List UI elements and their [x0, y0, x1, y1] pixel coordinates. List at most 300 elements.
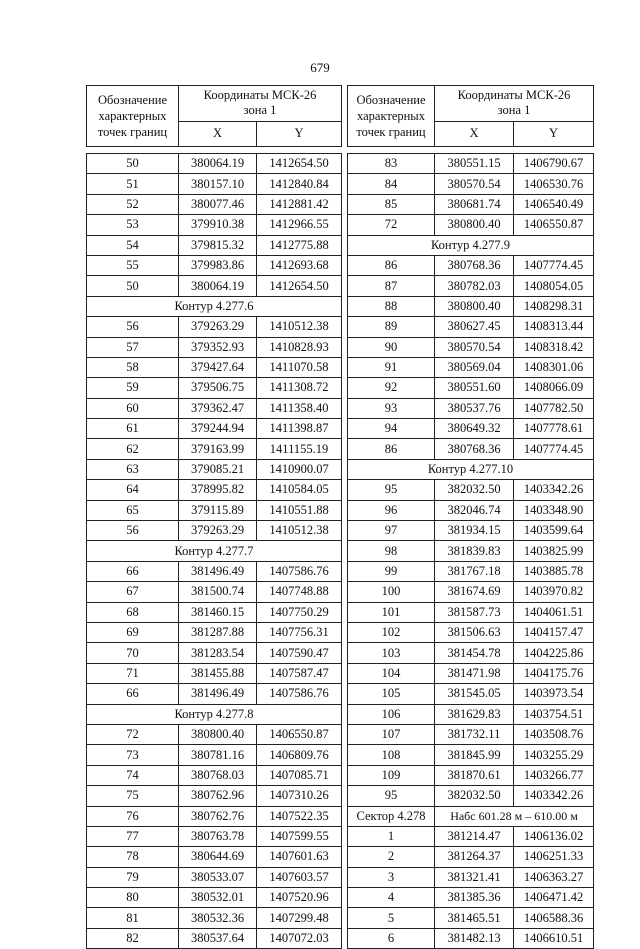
x-cell: 380768.36 — [435, 255, 514, 275]
table-row — [87, 378, 342, 398]
table-row — [87, 602, 342, 622]
contour-heading: Контур 4.277.10 — [348, 459, 594, 479]
header-gap — [87, 147, 342, 154]
point-cell: 98 — [348, 541, 435, 561]
x-cell: 379910.38 — [179, 215, 257, 235]
y-cell: 1407522.35 — [257, 806, 342, 826]
point-cell: 95 — [348, 786, 435, 806]
table-row — [87, 439, 342, 459]
y-cell: 1403342.26 — [514, 480, 594, 500]
y-cell: 1411398.87 — [257, 419, 342, 439]
y-cell: 1411308.72 — [257, 378, 342, 398]
point-cell: 2 — [348, 847, 435, 867]
table-row — [348, 663, 594, 683]
point-cell: 6 — [348, 928, 435, 948]
point-cell: 1 — [348, 826, 435, 846]
x-cell: 380064.19 — [179, 276, 257, 296]
sector-heading-row — [348, 806, 594, 826]
sector-label: Сектор 4.278 — [348, 806, 435, 826]
y-cell: 1406550.87 — [514, 215, 594, 235]
y-cell: 1407601.63 — [257, 847, 342, 867]
table-row — [348, 561, 594, 581]
table-row — [87, 521, 342, 541]
x-cell: 381385.36 — [435, 888, 514, 908]
y-cell: 1406363.27 — [514, 867, 594, 887]
table-row — [87, 826, 342, 846]
table-row — [348, 888, 594, 908]
point-cell: 65 — [87, 500, 179, 520]
y-cell: 1412693.68 — [257, 255, 342, 275]
contour-heading: Контур 4.277.9 — [348, 235, 594, 255]
point-cell: 66 — [87, 684, 179, 704]
table-row — [87, 582, 342, 602]
y-cell: 1406136.02 — [514, 826, 594, 846]
y-cell: 1403825.99 — [514, 541, 594, 561]
point-cell: 71 — [87, 663, 179, 683]
x-cell: 380077.46 — [179, 194, 257, 214]
point-cell: 60 — [87, 398, 179, 418]
point-cell: 91 — [348, 357, 435, 377]
y-cell: 1408298.31 — [514, 296, 594, 316]
x-cell: 379244.94 — [179, 419, 257, 439]
table-row — [348, 480, 594, 500]
y-cell: 1411070.58 — [257, 357, 342, 377]
y-cell: 1407586.76 — [257, 561, 342, 581]
table-row — [87, 398, 342, 418]
table-row — [348, 357, 594, 377]
table-row — [348, 867, 594, 887]
y-cell: 1407599.55 — [257, 826, 342, 846]
coords-header-line1: Координаты МСК-26 — [203, 88, 317, 103]
x-cell: 380768.36 — [435, 439, 514, 459]
x-cell: 381496.49 — [179, 561, 257, 581]
y-cell: 1407782.50 — [514, 398, 594, 418]
table-row — [348, 724, 594, 744]
x-cell: 381732.11 — [435, 724, 514, 744]
table-row — [87, 806, 342, 826]
y-cell: 1407590.47 — [257, 643, 342, 663]
header-gap — [348, 147, 594, 154]
x-cell: 381287.88 — [179, 622, 257, 642]
y-cell: 1410828.93 — [257, 337, 342, 357]
x-cell: 380649.32 — [435, 419, 514, 439]
x-cell: 381545.05 — [435, 684, 514, 704]
y-cell: 1406251.33 — [514, 847, 594, 867]
point-cell: 102 — [348, 622, 435, 642]
y-cell: 1407774.45 — [514, 439, 594, 459]
table-row — [348, 684, 594, 704]
table-row — [348, 276, 594, 296]
x-cell: 380533.07 — [179, 867, 257, 887]
x-cell: 380570.54 — [435, 174, 514, 194]
table-row — [348, 643, 594, 663]
point-cell: 56 — [87, 521, 179, 541]
x-cell: 379263.29 — [179, 317, 257, 337]
x-cell: 380800.40 — [435, 215, 514, 235]
y-cell: 1403885.78 — [514, 561, 594, 581]
y-cell: 1407587.47 — [257, 663, 342, 683]
x-cell: 380569.04 — [435, 357, 514, 377]
table-row — [348, 500, 594, 520]
point-cell: 94 — [348, 419, 435, 439]
y-cell: 1408313.44 — [514, 317, 594, 337]
contour-heading-row — [348, 459, 594, 479]
x-cell: 380800.40 — [179, 724, 257, 744]
x-cell: 378995.82 — [179, 480, 257, 500]
point-cell: 84 — [348, 174, 435, 194]
point-cell: 75 — [87, 786, 179, 806]
table-row — [348, 622, 594, 642]
table-row — [348, 378, 594, 398]
point-cell: 3 — [348, 867, 435, 887]
y-cell: 1406530.76 — [514, 174, 594, 194]
y-cell: 1412840.84 — [257, 174, 342, 194]
contour-heading-row — [87, 541, 342, 561]
y-cell: 1407748.88 — [257, 582, 342, 602]
point-cell: 55 — [87, 255, 179, 275]
point-cell: 86 — [348, 255, 435, 275]
table-row — [348, 704, 594, 724]
x-cell: 380644.69 — [179, 847, 257, 867]
x-cell: 379163.99 — [179, 439, 257, 459]
y-cell: 1403973.54 — [514, 684, 594, 704]
x-cell: 380537.76 — [435, 398, 514, 418]
page-number: 679 — [310, 60, 330, 75]
table-row — [348, 826, 594, 846]
x-cell: 381839.83 — [435, 541, 514, 561]
point-cell: 93 — [348, 398, 435, 418]
x-cell: 381674.69 — [435, 582, 514, 602]
y-cell: 1404157.47 — [514, 622, 594, 642]
y-cell: 1408318.42 — [514, 337, 594, 357]
x-cell: 381471.98 — [435, 663, 514, 683]
contour-heading: Контур 4.277.7 — [87, 541, 342, 561]
x-cell: 379115.89 — [179, 500, 257, 520]
y-header: Y — [257, 121, 342, 146]
y-cell: 1412881.42 — [257, 194, 342, 214]
x-cell: 380768.03 — [179, 765, 257, 785]
point-cell: 90 — [348, 337, 435, 357]
table-row — [87, 357, 342, 377]
table-row — [348, 419, 594, 439]
y-cell: 1410900.07 — [257, 459, 342, 479]
table-row — [348, 337, 594, 357]
x-cell: 380157.10 — [179, 174, 257, 194]
point-cell: 104 — [348, 663, 435, 683]
point-cell: 107 — [348, 724, 435, 744]
x-cell: 381454.78 — [435, 643, 514, 663]
x-cell: 380064.19 — [179, 154, 257, 174]
point-header: Обозначение характерных точек границ — [87, 86, 179, 147]
table-row — [87, 317, 342, 337]
point-cell: 54 — [87, 235, 179, 255]
x-cell: 381264.37 — [435, 847, 514, 867]
point-cell: 106 — [348, 704, 435, 724]
table-row — [87, 643, 342, 663]
x-cell: 379506.75 — [179, 378, 257, 398]
x-header: X — [435, 121, 514, 146]
table-row — [348, 847, 594, 867]
table-row — [87, 480, 342, 500]
table-row — [87, 622, 342, 642]
table-row — [348, 174, 594, 194]
y-cell: 1407774.45 — [514, 255, 594, 275]
y-cell: 1411155.19 — [257, 439, 342, 459]
y-cell: 1406550.87 — [257, 724, 342, 744]
table-row — [87, 765, 342, 785]
y-cell: 1404175.76 — [514, 663, 594, 683]
point-cell: 73 — [87, 745, 179, 765]
table-row — [87, 867, 342, 887]
y-cell: 1403970.82 — [514, 582, 594, 602]
y-cell: 1407310.26 — [257, 786, 342, 806]
x-cell: 380763.78 — [179, 826, 257, 846]
x-cell: 380532.01 — [179, 888, 257, 908]
table-row — [348, 908, 594, 928]
point-header: Обозначение характерных точек границ — [348, 86, 435, 147]
point-cell: 70 — [87, 643, 179, 663]
contour-heading: Контур 4.277.6 — [87, 296, 342, 316]
x-cell: 381629.83 — [435, 704, 514, 724]
x-cell: 381506.63 — [435, 622, 514, 642]
y-cell: 1411358.40 — [257, 398, 342, 418]
point-cell: 89 — [348, 317, 435, 337]
point-cell: 80 — [87, 888, 179, 908]
x-cell: 381870.61 — [435, 765, 514, 785]
x-cell: 379815.32 — [179, 235, 257, 255]
table-row — [87, 745, 342, 765]
x-cell: 380551.60 — [435, 378, 514, 398]
x-header: X — [179, 121, 257, 146]
y-cell: 1406588.36 — [514, 908, 594, 928]
x-cell: 381482.13 — [435, 928, 514, 948]
y-cell: 1412654.50 — [257, 154, 342, 174]
coords-header — [435, 86, 594, 122]
x-cell: 381587.73 — [435, 602, 514, 622]
contour-heading-row — [87, 296, 342, 316]
point-cell: 62 — [87, 439, 179, 459]
x-cell: 379983.86 — [179, 255, 257, 275]
point-cell: 109 — [348, 765, 435, 785]
point-cell: 72 — [87, 724, 179, 744]
y-cell: 1406471.42 — [514, 888, 594, 908]
table-row — [87, 276, 342, 296]
y-cell: 1410512.38 — [257, 521, 342, 541]
table-row — [348, 582, 594, 602]
point-cell: 101 — [348, 602, 435, 622]
y-cell: 1403266.77 — [514, 765, 594, 785]
table-row — [87, 235, 342, 255]
point-cell: 105 — [348, 684, 435, 704]
x-cell: 379352.93 — [179, 337, 257, 357]
y-cell: 1403348.90 — [514, 500, 594, 520]
table-row — [87, 459, 342, 479]
table-row — [87, 684, 342, 704]
y-cell: 1403599.64 — [514, 521, 594, 541]
point-cell: 95 — [348, 480, 435, 500]
table-row — [87, 255, 342, 275]
table-row — [87, 194, 342, 214]
point-cell: 59 — [87, 378, 179, 398]
y-cell: 1407072.03 — [257, 928, 342, 948]
y-cell: 1406540.49 — [514, 194, 594, 214]
x-cell: 381460.15 — [179, 602, 257, 622]
y-cell: 1406610.51 — [514, 928, 594, 948]
y-cell: 1407586.76 — [257, 684, 342, 704]
point-cell: 100 — [348, 582, 435, 602]
y-cell: 1412966.55 — [257, 215, 342, 235]
x-cell: 381321.41 — [435, 867, 514, 887]
point-cell: 87 — [348, 276, 435, 296]
point-cell: 72 — [348, 215, 435, 235]
y-cell: 1403255.29 — [514, 745, 594, 765]
x-cell: 381496.49 — [179, 684, 257, 704]
table-row — [87, 908, 342, 928]
point-cell: 5 — [348, 908, 435, 928]
table-row — [348, 215, 594, 235]
table-row — [348, 786, 594, 806]
table-row — [348, 317, 594, 337]
y-header: Y — [514, 121, 594, 146]
x-cell: 380570.54 — [435, 337, 514, 357]
x-cell: 380762.96 — [179, 786, 257, 806]
point-cell: 77 — [87, 826, 179, 846]
coords-header — [179, 86, 342, 122]
table-row — [87, 847, 342, 867]
x-cell: 379263.29 — [179, 521, 257, 541]
point-cell: 58 — [87, 357, 179, 377]
point-cell: 69 — [87, 622, 179, 642]
y-cell: 1412654.50 — [257, 276, 342, 296]
table-row — [87, 154, 342, 174]
y-cell: 1407299.48 — [257, 908, 342, 928]
point-cell: 108 — [348, 745, 435, 765]
point-cell: 96 — [348, 500, 435, 520]
point-cell: 103 — [348, 643, 435, 663]
y-cell: 1407085.71 — [257, 765, 342, 785]
x-cell: 379085.21 — [179, 459, 257, 479]
table-row — [87, 888, 342, 908]
point-cell: 64 — [87, 480, 179, 500]
x-cell: 380762.76 — [179, 806, 257, 826]
point-cell: 66 — [87, 561, 179, 581]
y-cell: 1408301.06 — [514, 357, 594, 377]
point-cell: 50 — [87, 154, 179, 174]
x-cell: 381934.15 — [435, 521, 514, 541]
point-cell: 74 — [87, 765, 179, 785]
point-cell: 76 — [87, 806, 179, 826]
y-cell: 1404061.51 — [514, 602, 594, 622]
y-cell: 1407520.96 — [257, 888, 342, 908]
point-cell: 78 — [87, 847, 179, 867]
point-cell: 97 — [348, 521, 435, 541]
point-cell: 67 — [87, 582, 179, 602]
x-cell: 381767.18 — [435, 561, 514, 581]
table-row — [87, 561, 342, 581]
y-cell: 1410551.88 — [257, 500, 342, 520]
y-cell: 1407603.57 — [257, 867, 342, 887]
x-cell: 380781.16 — [179, 745, 257, 765]
x-cell: 381500.74 — [179, 582, 257, 602]
point-cell: 61 — [87, 419, 179, 439]
point-cell: 86 — [348, 439, 435, 459]
y-cell: 1407756.31 — [257, 622, 342, 642]
point-cell: 92 — [348, 378, 435, 398]
point-cell: 81 — [87, 908, 179, 928]
y-cell: 1406809.76 — [257, 745, 342, 765]
x-cell: 382032.50 — [435, 480, 514, 500]
x-cell: 382046.74 — [435, 500, 514, 520]
table-row — [348, 439, 594, 459]
table-row — [348, 541, 594, 561]
coords-header-line2: зона 1 — [497, 103, 531, 118]
x-cell: 380551.15 — [435, 154, 514, 174]
y-cell: 1404225.86 — [514, 643, 594, 663]
point-cell: 88 — [348, 296, 435, 316]
y-cell: 1407750.29 — [257, 602, 342, 622]
table-row — [87, 928, 342, 948]
point-cell: 4 — [348, 888, 435, 908]
x-cell: 381455.88 — [179, 663, 257, 683]
x-cell: 379427.64 — [179, 357, 257, 377]
x-cell: 381214.47 — [435, 826, 514, 846]
contour-heading: Контур 4.277.8 — [87, 704, 342, 724]
contour-heading-row — [87, 704, 342, 724]
table-row — [348, 928, 594, 948]
point-cell: 82 — [87, 928, 179, 948]
coordinates-table-left — [86, 85, 342, 949]
table-row — [348, 398, 594, 418]
table-row — [348, 194, 594, 214]
y-cell: 1408054.05 — [514, 276, 594, 296]
coords-header-line1: Координаты МСК-26 — [457, 88, 571, 103]
y-cell: 1412775.88 — [257, 235, 342, 255]
table-row — [87, 786, 342, 806]
table-row — [87, 215, 342, 235]
table-row — [87, 337, 342, 357]
y-cell: 1403754.51 — [514, 704, 594, 724]
point-cell: 79 — [87, 867, 179, 887]
point-cell: 50 — [87, 276, 179, 296]
x-cell: 379362.47 — [179, 398, 257, 418]
x-cell: 381845.99 — [435, 745, 514, 765]
x-cell: 380627.45 — [435, 317, 514, 337]
table-row — [348, 154, 594, 174]
x-cell: 380537.64 — [179, 928, 257, 948]
table-row — [348, 602, 594, 622]
x-cell: 381283.54 — [179, 643, 257, 663]
y-cell: 1406790.67 — [514, 154, 594, 174]
point-cell: 99 — [348, 561, 435, 581]
table-row — [348, 255, 594, 275]
point-cell: 56 — [87, 317, 179, 337]
table-row — [87, 724, 342, 744]
point-cell: 63 — [87, 459, 179, 479]
y-cell: 1403508.76 — [514, 724, 594, 744]
point-cell: 85 — [348, 194, 435, 214]
point-cell: 53 — [87, 215, 179, 235]
table-row — [87, 500, 342, 520]
point-cell: 57 — [87, 337, 179, 357]
table-row — [87, 174, 342, 194]
y-cell: 1410512.38 — [257, 317, 342, 337]
table-row — [348, 296, 594, 316]
table-row — [348, 765, 594, 785]
x-cell: 380800.40 — [435, 296, 514, 316]
contour-heading-row — [348, 235, 594, 255]
coords-header-line2: зона 1 — [243, 103, 277, 118]
table-row — [87, 419, 342, 439]
